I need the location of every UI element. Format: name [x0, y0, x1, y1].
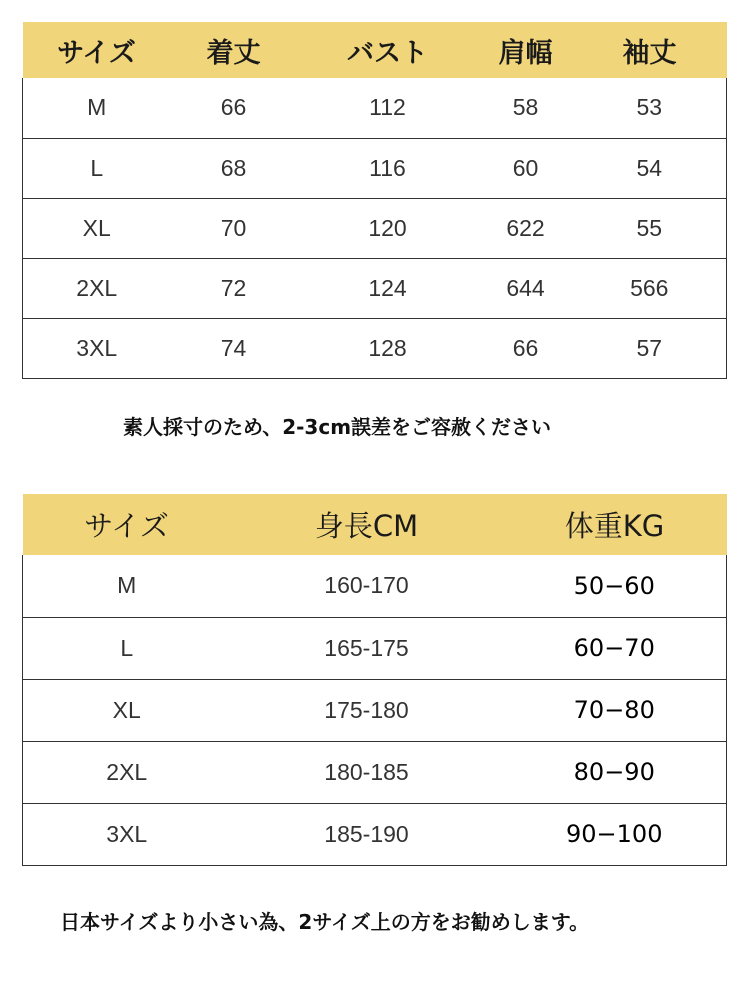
length-cell: 70 [171, 198, 297, 258]
header-height: 身長CM [314, 509, 419, 543]
size-cell: 2XL [23, 741, 231, 803]
shoulder-cell: 58 [512, 94, 539, 121]
header-size: サイズ [57, 37, 136, 69]
table-row [23, 198, 727, 258]
length-cell: 66 [220, 94, 247, 121]
table-row [23, 78, 727, 138]
size-cell: 3XL [23, 803, 231, 865]
size-cell: XL [23, 679, 231, 741]
shoulder-cell: 644 [479, 258, 573, 318]
length-cell: 72 [171, 258, 297, 318]
sleeve-cell: 57 [573, 318, 727, 378]
weight-cell: 70−80 [503, 679, 727, 741]
header-weight: 体重KG [564, 509, 665, 543]
fit-table-header [23, 494, 727, 555]
size-recommendation-note: 日本サイズより小さい為、2サイズ上の方をお勧めします。 [60, 910, 590, 934]
height-cell: 165-175 [231, 617, 503, 679]
table-row [23, 679, 727, 741]
size-cell: M [117, 572, 137, 599]
size-cell: XL [23, 198, 171, 258]
measurements-table-header [23, 22, 727, 78]
weight-cell: 90−100 [503, 803, 727, 865]
bust-cell: 120 [297, 198, 479, 258]
table-row [23, 741, 727, 803]
measurements-table [22, 22, 727, 379]
shoulder-cell: 60 [479, 138, 573, 198]
size-cell: M [87, 94, 107, 121]
length-cell: 68 [171, 138, 297, 198]
header-size: サイズ [84, 509, 169, 543]
header-bust: バスト [347, 37, 428, 69]
weight-cell: 80−90 [503, 741, 727, 803]
table-row [23, 258, 727, 318]
size-cell: L [23, 138, 171, 198]
weight-cell: 60−70 [503, 617, 727, 679]
bust-cell: 112 [369, 94, 406, 121]
size-cell: 2XL [23, 258, 171, 318]
weight-cell: 50−60 [573, 571, 655, 600]
sleeve-cell: 53 [636, 94, 663, 121]
header-length: 着丈 [206, 37, 261, 69]
table-row [23, 318, 727, 378]
height-cell: 160-170 [324, 572, 409, 599]
height-cell: 175-180 [231, 679, 503, 741]
bust-cell: 128 [297, 318, 479, 378]
bust-cell: 116 [297, 138, 479, 198]
length-cell: 74 [171, 318, 297, 378]
size-cell: 3XL [23, 318, 171, 378]
size-cell: L [23, 617, 231, 679]
table-row [23, 555, 727, 617]
height-cell: 180-185 [231, 741, 503, 803]
header-sleeve: 袖丈 [622, 37, 677, 69]
table-row [23, 617, 727, 679]
sleeve-cell: 55 [573, 198, 727, 258]
table-row [23, 803, 727, 865]
shoulder-cell: 622 [479, 198, 573, 258]
height-cell: 185-190 [231, 803, 503, 865]
measurement-error-note: 素人採寸のため、2-3cm誤差をご容赦ください [123, 415, 552, 439]
shoulder-cell: 66 [479, 318, 573, 378]
bust-cell: 124 [297, 258, 479, 318]
fit-table [22, 494, 727, 866]
header-shoulder: 肩幅 [498, 37, 553, 69]
sleeve-cell: 54 [573, 138, 727, 198]
table-row [23, 138, 727, 198]
sleeve-cell: 566 [573, 258, 727, 318]
